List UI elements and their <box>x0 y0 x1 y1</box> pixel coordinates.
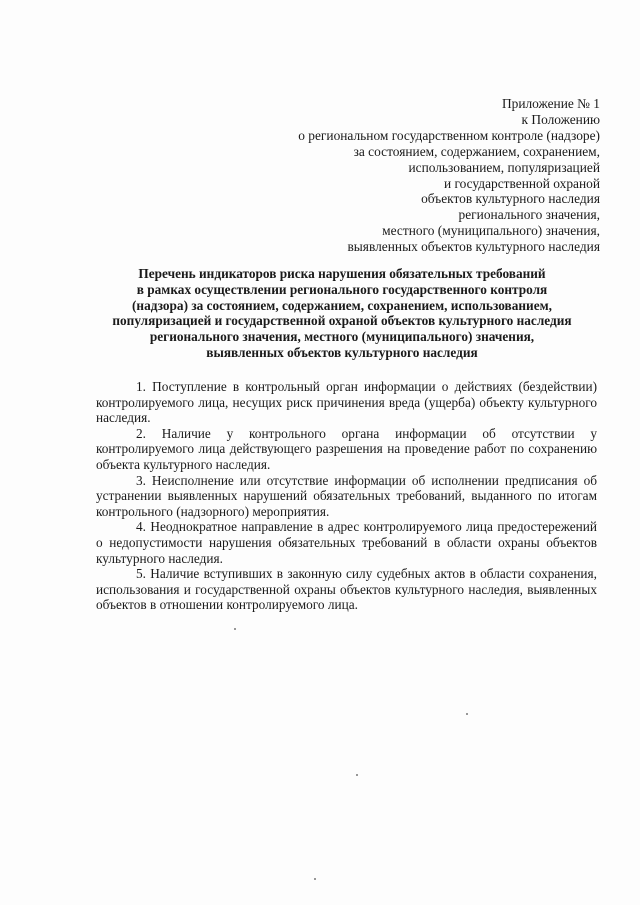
title-line: регионального значения, местного (муниципального) значения, <box>149 329 535 345</box>
title-line: Перечень индикаторов риска нарушения обязательных требований <box>138 266 546 281</box>
indicator-item: 5. Наличие вступивших в законную силу судебных актов в области сохранения, использования и государственной охраны объектов культурного наследия, выявленных объектов в отношении контролируемого лица. <box>96 566 597 613</box>
appendix-header <box>180 96 600 255</box>
appendix-line: и государственной охраной <box>443 175 600 191</box>
indicator-item: 3. Неисполнение или отсутствие информации об исполнении предписания об устранении выявленных нарушений обязательных требований, выданного по итогам контрольного (надзорного) мероприятия. <box>96 472 597 519</box>
scan-speck <box>356 774 358 776</box>
appendix-line: Приложение № 1 <box>501 96 600 111</box>
title-line: (надзора) за состоянием, содержанием, сохранением, использованием, <box>131 297 552 313</box>
appendix-line: использованием, популяризацией <box>408 159 600 175</box>
appendix-line: выявленных объектов культурного наследия <box>347 239 600 255</box>
appendix-line: объектов культурного наследия <box>421 191 600 207</box>
appendix-line: к Положению <box>521 111 600 127</box>
title-line: популяризацией и государственной охраной объектов культурного наследия <box>112 313 572 329</box>
appendix-line: местного (муниципального) значения, <box>382 223 600 239</box>
indicator-item: 2. Наличие у контрольного органа информации об отсутствии у контролируемого лица действующего разрешения на проведение работ по сохранению объекта культурного наследия. <box>96 425 597 472</box>
appendix-line: регионального значения, <box>458 207 600 223</box>
title-line: в рамках осуществлении регионального государственного контроля <box>136 281 548 297</box>
appendix-line: о региональном государственном контроле (надзоре) <box>298 127 600 143</box>
appendix-line: за состоянием, содержанием, сохранением, <box>353 143 600 159</box>
indicator-list <box>96 379 597 613</box>
indicator-item: 1. Поступление в контрольный орган информации о действиях (бездействии) контролируемого лица, несущих риск причинения вреда (ущерба) объекту культурного наследия. <box>96 379 597 426</box>
document-title <box>72 266 612 361</box>
title-line: выявленных объектов культурного наследия <box>206 344 478 360</box>
scan-speck <box>314 878 316 880</box>
indicator-item: 4. Неоднократное направление в адрес контролируемого лица предостережений о недопустимости нарушения обязательных требований в области охраны объектов культурного наследия. <box>96 519 597 566</box>
scan-speck <box>466 713 468 715</box>
scan-speck <box>234 628 236 630</box>
